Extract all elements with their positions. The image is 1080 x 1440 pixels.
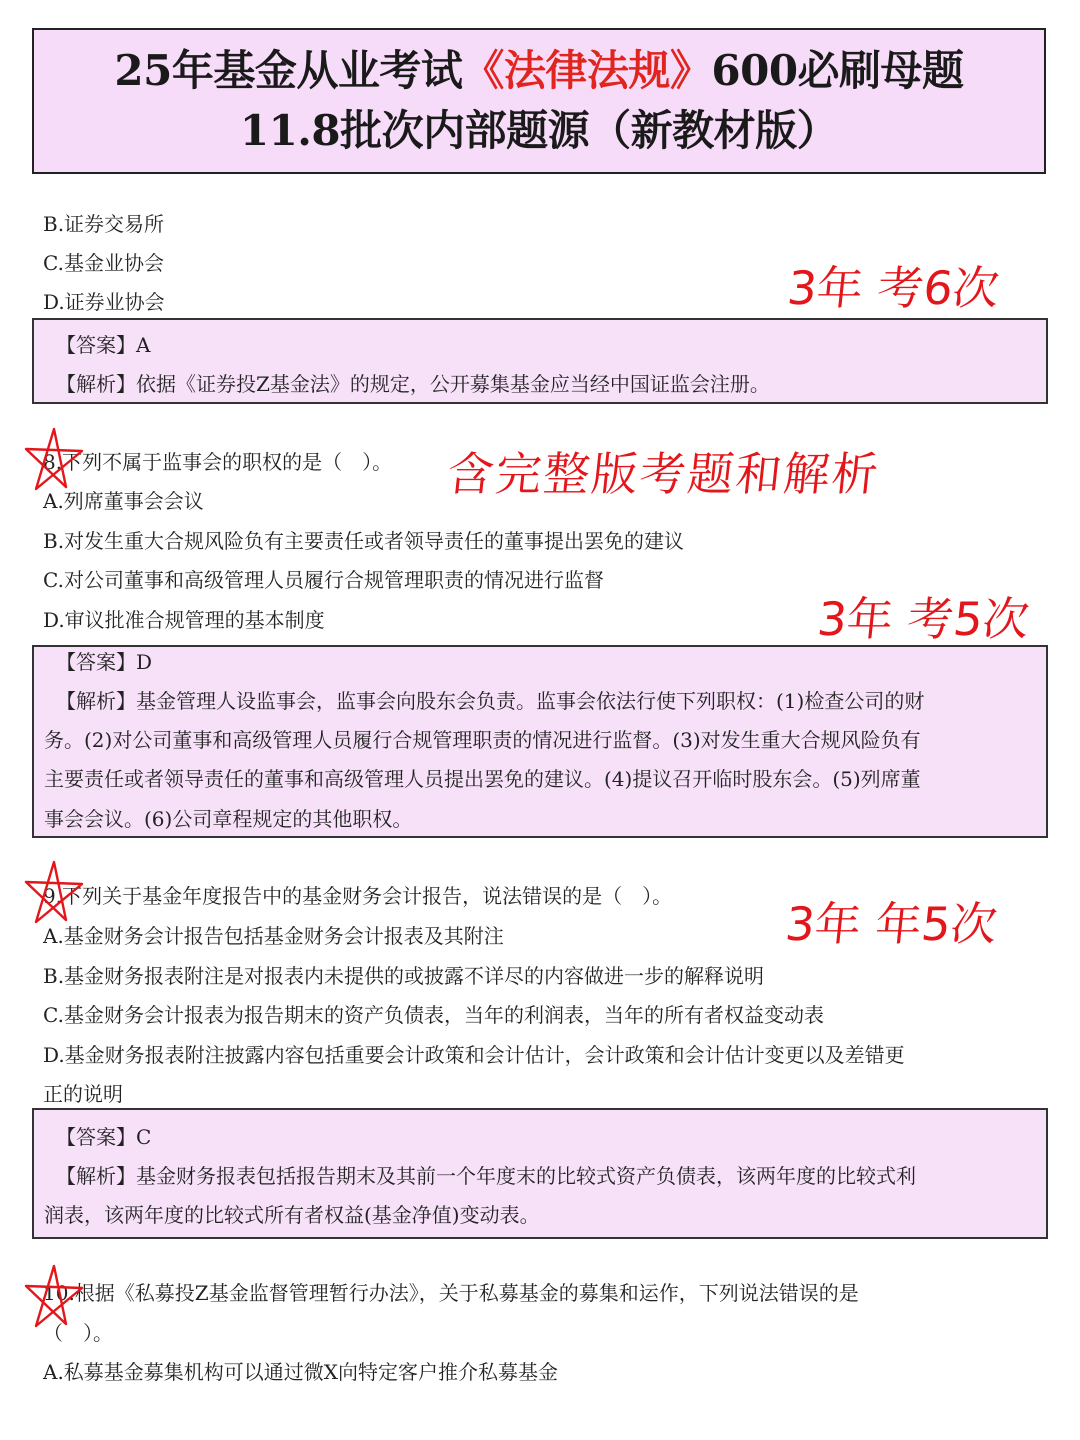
q8-answer-box <box>32 645 1048 838</box>
frequency-note: 3年 考5次 <box>814 592 1032 646</box>
q7-analysis-line: 【解析】依据《证券投Z基金法》的规定，公开募集基金应当经中国证监会注册。 <box>56 372 770 396</box>
q9-option-c: C.基金财务会计报表为报告期末的资产负债表，当年的利润表，当年的所有者权益变动表 <box>43 1003 824 1027</box>
q8-question: 8.下列不属于监事会的职权的是（ ）。 <box>43 450 393 474</box>
q7-option-b: B.证券交易所 <box>43 212 165 236</box>
title-suffix: 600必刷母题 <box>711 46 964 95</box>
q8-option-a: A.列席董事会会议 <box>43 489 204 513</box>
q8-analysis-line: 务。(2)对公司董事和高级管理人员履行合规管理职责的情况进行监督。(3)对发生重大合规风险负有 <box>44 728 921 752</box>
q8-answer: 【答案】D <box>56 650 153 674</box>
frequency-note: 3年 考6次 <box>784 261 1002 315</box>
title-accent: 《法律法规》 <box>462 46 712 95</box>
star-mark-icon <box>22 858 86 926</box>
star-mark-icon <box>22 425 86 493</box>
q9-answer: 【答案】C <box>56 1125 152 1149</box>
q7-answer: 【答案】A <box>56 333 151 357</box>
q10-question-cont: （ ）。 <box>43 1321 113 1345</box>
q7-option-c: C.基金业协会 <box>43 251 164 275</box>
star-mark-icon <box>22 1262 86 1330</box>
q10-option-a: A.私募基金募集机构可以通过微X向特定客户推介私募基金 <box>43 1360 559 1384</box>
page-subtitle: 11.8批次内部题源（新教材版） <box>239 106 839 155</box>
q8-analysis-line: 主要责任或者领导责任的董事和高级管理人员提出罢免的建议。(4)提议召开临时股东会。(5)列席董 <box>44 767 921 791</box>
q8-option-d: D.审议批准合规管理的基本制度 <box>43 608 325 632</box>
q9-analysis-line: 润表，该两年度的比较式所有者权益(基金净值)变动表。 <box>44 1203 540 1227</box>
q9-option-d: D.基金财务报表附注披露内容包括重要会计政策和会计估计，会计政策和会计估计变更以及差错更 <box>43 1043 905 1067</box>
q8-option-c: C.对公司董事和高级管理人员履行合规管理职责的情况进行监督 <box>43 568 604 592</box>
q8-option-b: B.对发生重大合规风险负有主要责任或者领导责任的董事提出罢免的建议 <box>43 529 685 553</box>
title-prefix: 25年基金从业考试 <box>114 46 463 95</box>
page-title <box>114 41 963 101</box>
q9-option-a: A.基金财务会计报告包括基金财务会计报表及其附注 <box>43 924 504 948</box>
q9-question: 9.下列关于基金年度报告中的基金财务会计报告，说法错误的是（ ）。 <box>43 884 673 908</box>
q9-analysis-line: 【解析】基金财务报表包括报告期末及其前一个年度末的比较式资产负债表，该两年度的比较式利 <box>56 1164 916 1188</box>
frequency-note: 3年 年5次 <box>782 897 1000 951</box>
q9-option-d-cont: 正的说明 <box>43 1082 123 1106</box>
q8-analysis-line: 事会会议。(6)公司章程规定的其他职权。 <box>44 807 413 831</box>
q8-analysis-line: 【解析】基金管理人设监事会，监事会向股东会负责。监事会依法行使下列职权：(1)检查公司的财 <box>56 689 925 713</box>
q9-option-b: B.基金财务报表附注是对报表内未提供的或披露不详尽的内容做进一步的解释说明 <box>43 964 765 988</box>
q7-option-d: D.证券业协会 <box>43 290 165 314</box>
title-banner <box>32 28 1046 174</box>
promo-note: 含完整版考题和解析 <box>444 447 883 501</box>
q7-answer-box <box>32 318 1048 404</box>
q9-answer-box <box>32 1108 1048 1239</box>
q10-question: 10.根据《私募投Z基金监督管理暂行办法》，关于私募基金的募集和运作，下列说法错误的是 <box>43 1281 859 1305</box>
